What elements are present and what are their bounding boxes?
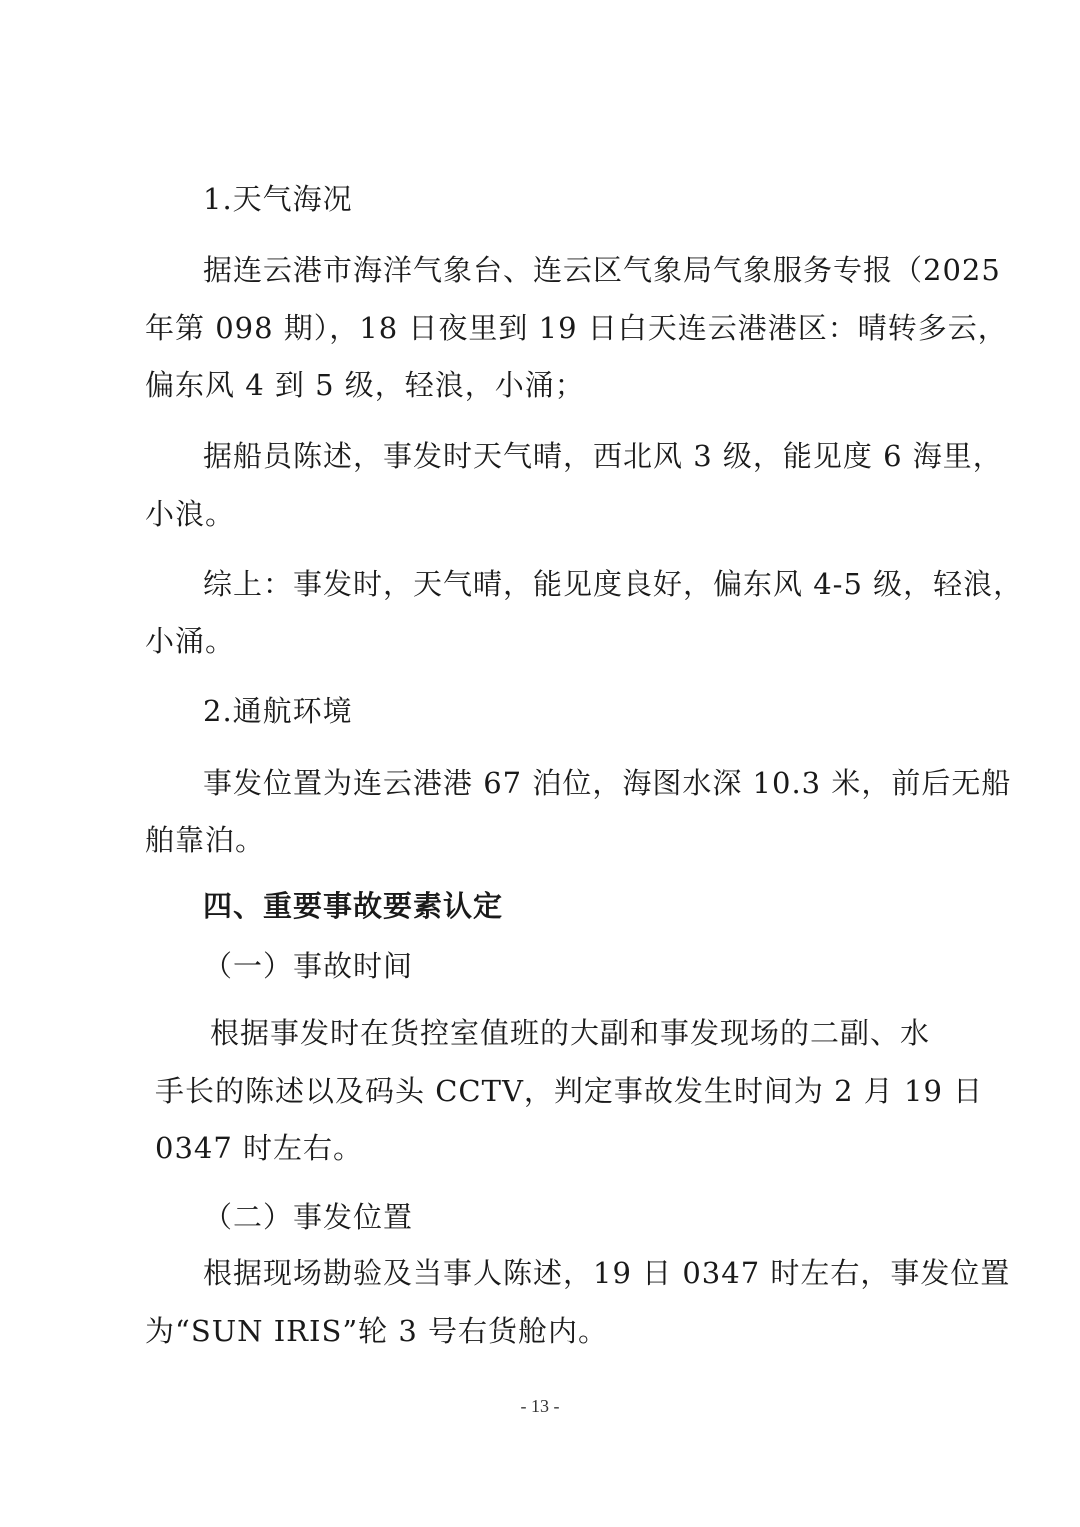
- paragraph-line: 根据现场勘验及当事人陈述，19 日 0347 时左右，事发位置: [203, 1256, 1011, 1290]
- paragraph-line: 偏东风 4 到 5 级，轻浪，小涌；: [145, 368, 585, 402]
- section-heading-weather: 1.天气海况: [203, 182, 353, 216]
- paragraph-line: 为“SUN IRIS”轮 3 号右货舱内。: [145, 1314, 609, 1348]
- paragraph-line: 舶靠泊。: [145, 823, 266, 857]
- paragraph-line: 年第 098 期），18 日夜里到 19 日白天连云港港区：晴转多云，: [145, 311, 1008, 345]
- subsection-heading-location: （二）事发位置: [203, 1200, 414, 1234]
- paragraph-line: 据连云港市海洋气象台、连云区气象局气象服务专报（2025: [203, 253, 1001, 287]
- subsection-heading-time: （一）事故时间: [203, 949, 414, 983]
- paragraph-line: 事发位置为连云港港 67 泊位，海图水深 10.3 米，前后无船: [203, 766, 1012, 800]
- section-heading-navigation: 2.通航环境: [203, 694, 353, 728]
- page-number: - 13 -: [520, 1396, 560, 1416]
- paragraph-line: 据船员陈述，事发时天气晴，西北风 3 级，能见度 6 海里，: [203, 439, 1003, 473]
- paragraph-line: 根据事发时在货控室值班的大副和事发现场的二副、水: [210, 1016, 931, 1050]
- paragraph-line: 综上：事发时，天气晴，能见度良好，偏东风 4-5 级，轻浪，: [203, 567, 1024, 601]
- part-heading: 四、重要事故要素认定: [203, 889, 504, 923]
- paragraph-line: 小涌。: [145, 624, 236, 658]
- paragraph-line: 0347 时左右。: [155, 1131, 364, 1165]
- paragraph-line: 小浪。: [145, 497, 236, 531]
- paragraph-line: 手长的陈述以及码头 CCTV，判定事故发生时间为 2 月 19 日: [155, 1074, 984, 1108]
